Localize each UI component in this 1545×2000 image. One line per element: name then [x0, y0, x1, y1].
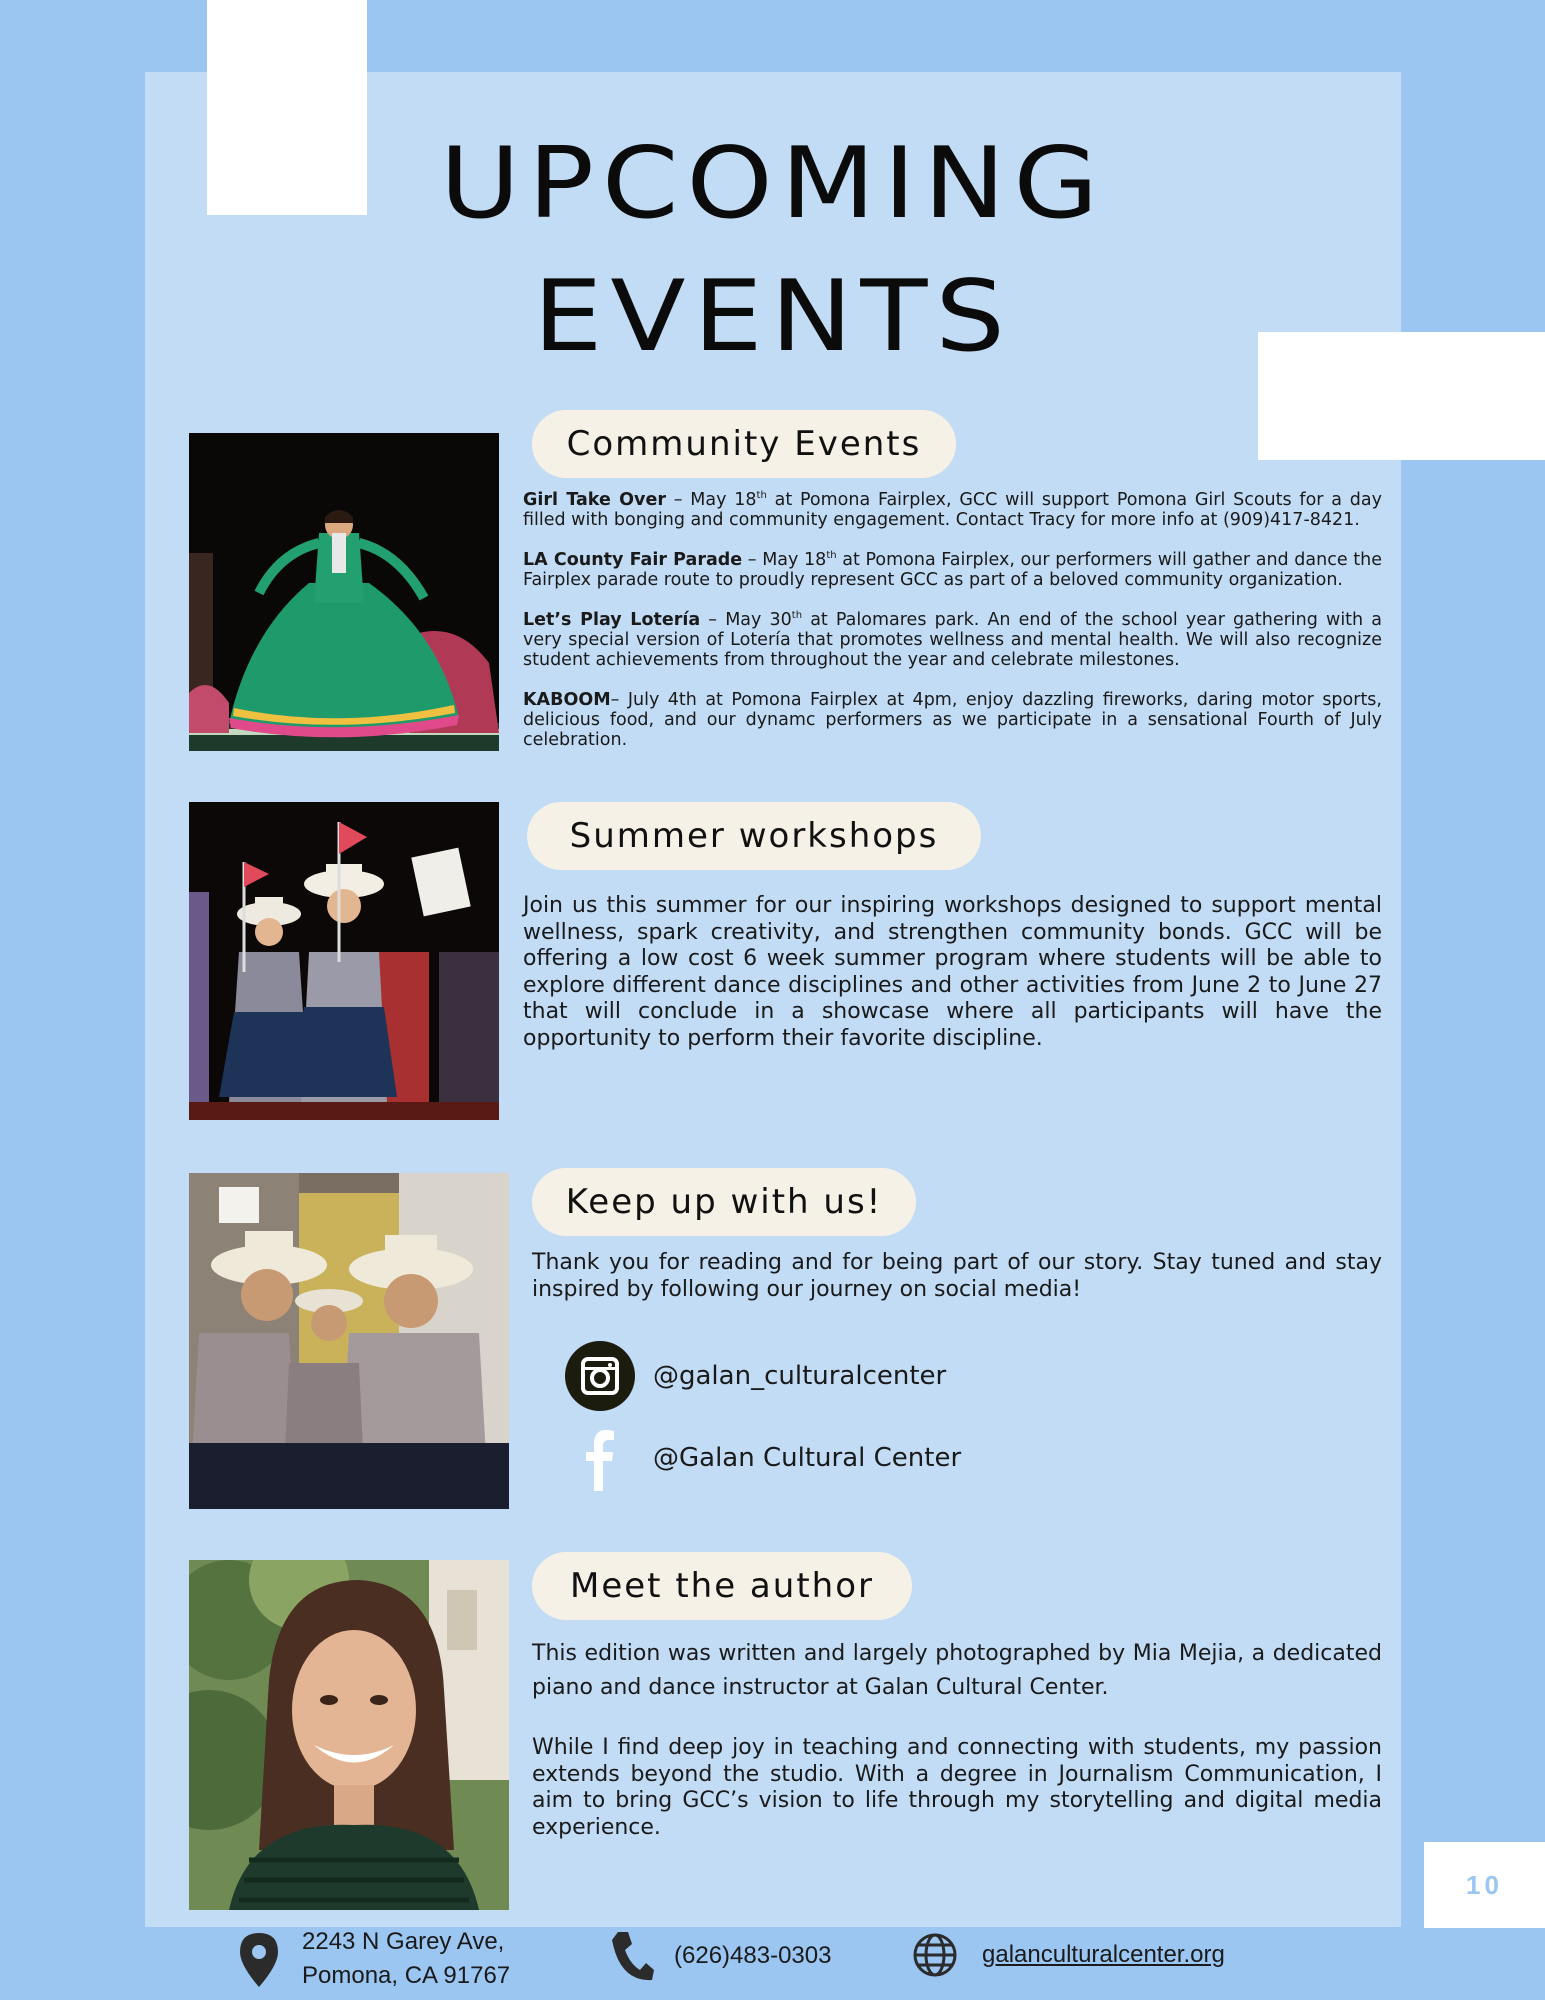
summer-workshops-body-block — [523, 893, 1382, 1052]
author-bio — [532, 1637, 1382, 1841]
instagram-handle: @galan_culturalcenter — [653, 1361, 947, 1391]
location-pin-icon — [236, 1931, 282, 1987]
event-name: Girl Take Over — [523, 490, 666, 510]
footer-address-line2: Pomona, CA 91767 — [302, 1962, 511, 1989]
footer-address — [236, 1925, 510, 1993]
community-events-list — [523, 490, 1382, 770]
instagram-icon — [565, 1341, 635, 1411]
facebook-icon — [565, 1425, 635, 1491]
photo-dancer-green-dress — [189, 433, 499, 751]
globe-icon — [912, 1932, 958, 1978]
event-item: LA County Fair Parade – May 18th at Pomona Fairplex, our performers will gather and dance the Fairplex parade route to proudly represent GCC as part of a beloved community organization. — [523, 550, 1382, 590]
event-name: Let’s Play Lotería — [523, 610, 701, 630]
footer-website[interactable] — [912, 1932, 1225, 1978]
page-title-line2: EVENTS — [533, 260, 1013, 374]
keep-up-heading: Keep up with us! — [532, 1168, 916, 1236]
page-number: 10 — [1424, 1842, 1545, 1928]
author-bio-para2: While I find deep joy in teaching and connecting with students, my passion extends beyond the studio. With a degree in Journalism Communication, I aim to bring GCC’s vision to life through my storytelling and digital media experience. — [532, 1735, 1382, 1840]
footer-phone-number: (626)483-0303 — [674, 1942, 832, 1969]
event-item: Let’s Play Lotería – May 30th at Palomares park. An end of the school year gathering with a very special version of Lotería that promotes wellness and mental health. We will also recognize student achievements from throughout the year and celebrate milestones. — [523, 610, 1382, 670]
event-item: Girl Take Over – May 18th at Pomona Fairplex, GCC will support Pomona Girl Scouts for a day filled with bonging and community engagement. Contact Tracy for more info at (909)417-8421. — [523, 490, 1382, 530]
event-name: KABOOM — [523, 690, 611, 710]
event-item: KABOOM– July 4th at Pomona Fairplex at 4pm, enjoy dazzling fireworks, daring motor sports, delicious food, and our dynamc performers as we participate in a sensational Fourth of July celebration. — [523, 690, 1382, 750]
event-name: LA County Fair Parade — [523, 550, 743, 570]
footer-phone[interactable] — [610, 1930, 831, 1982]
footer-address-line1: 2243 N Garey Ave, — [302, 1928, 505, 1955]
facebook-link[interactable] — [565, 1425, 961, 1491]
photo-kids-cowboy-hats — [189, 1173, 509, 1509]
phone-icon — [610, 1930, 654, 1982]
community-events-heading: Community Events — [532, 410, 956, 478]
photo-kids-with-flags — [189, 802, 499, 1120]
facebook-handle: @Galan Cultural Center — [653, 1443, 962, 1473]
photo-author-portrait — [189, 1560, 509, 1910]
author-bio-para1: This edition was written and largely photographed by Mia Mejia, a dedicated piano and dance instructor at Galan Cultural Center. — [532, 1641, 1382, 1700]
page-title-line1: UPCOMING — [439, 127, 1107, 241]
summer-workshops-heading: Summer workshops — [527, 802, 981, 870]
meet-the-author-heading: Meet the author — [532, 1552, 912, 1620]
footer-website-link[interactable]: galanculturalcenter.org — [982, 1941, 1225, 1968]
keep-up-body-block — [532, 1250, 1382, 1303]
instagram-link[interactable] — [565, 1341, 946, 1411]
summer-workshops-body: Join us this summer for our inspiring workshops designed to support mental wellness, spark creativity, and strengthen community bonds. GCC will be offering a low cost 6 week summer program where students will be able to explore different dance disciplines and other activities from June 2 to June 27 that will conclude in a showcase where all participants will have the opportunity to perform their favorite discipline. — [523, 893, 1382, 1051]
keep-up-body: Thank you for reading and for being part of our story. Stay tuned and stay inspired by following our journey on social media! — [532, 1250, 1382, 1302]
